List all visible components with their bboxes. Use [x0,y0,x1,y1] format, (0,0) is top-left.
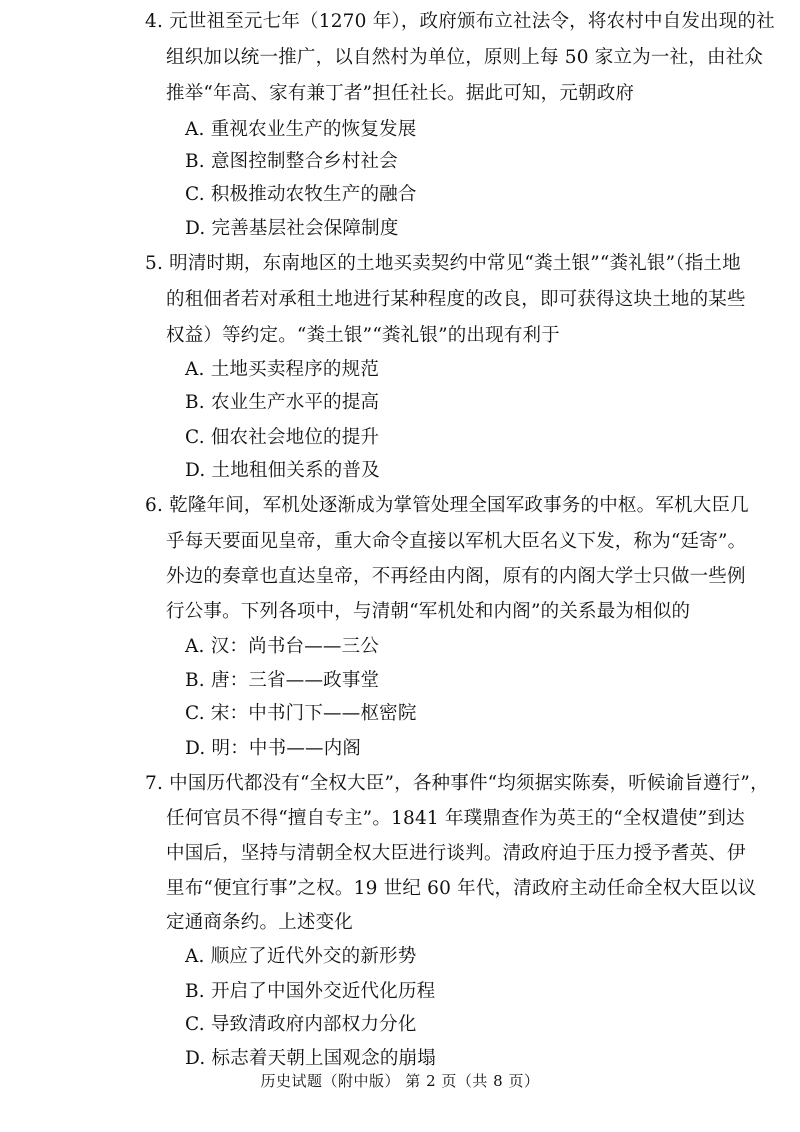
question-7-option-a: A. 顺应了近代外交的新形势 [185,946,417,967]
question-6-option-c: C. 宋：中书门下——枢密院 [185,703,417,724]
question-4-stem-line-1: 4. 元世祖至元七年（1270 年），政府颁布立社法令，将农村中自发出现的社 [145,11,775,32]
question-6-stem-line-1: 6. 乾隆年间，军机处逐渐成为掌管处理全国军政事务的中枢。军机大臣几 [145,495,749,516]
question-4-stem-line-2: 组织加以统一推广，以自然村为单位，原则上每 50 家立为一社，由社众 [166,47,764,68]
question-5-option-d: D. 土地租佃关系的普及 [185,460,380,481]
question-7-stem-line-3: 中国后，坚持与清朝全权大臣进行谈判。清政府迫于压力授予耆英、伊 [166,843,746,864]
question-6-stem-line-4: 行公事。下列各项中，与清朝“军机处和内阁”的关系最为相似的 [166,601,691,622]
question-5-stem-line-2: 的租佃者若对承租土地进行某种程度的改良，即可获得这块土地的某些 [166,289,746,310]
question-7-stem-line-4: 里布“便宜行事”之权。19 世纪 60 年代，清政府主动任命全权大臣以议 [166,878,757,899]
question-7-option-d: D. 标志着天朝上国观念的崩塌 [185,1048,436,1069]
question-6-option-a: A. 汉：尚书台——三公 [185,636,380,657]
question-4-stem-line-3: 推举“年高、家有兼丁者”担任社长。据此可知，元朝政府 [166,83,635,104]
question-6-option-b: B. 唐：三省——政事堂 [185,670,380,691]
question-4-option-a: A. 重视农业生产的恢复发展 [185,119,417,140]
question-7-option-b: B. 开启了中国外交近代化历程 [185,981,436,1002]
question-4-option-b: B. 意图控制整合乡村社会 [185,151,398,172]
question-7-stem-line-2: 任何官员不得“擅自专主”。1841 年璞鼎查作为英王的“全权遣使”到达 [166,808,745,829]
question-6-stem-line-2: 乎每天要面见皇帝，重大命令直接以军机大臣名义下发，称为“廷寄”。 [166,531,747,552]
question-6-option-d: D. 明：中书——内阁 [185,738,362,759]
question-7-option-c: C. 导致清政府内部权力分化 [185,1014,417,1035]
question-4-option-d: D. 完善基层社会保障制度 [185,218,399,239]
page-footer: 历史试题（附中版） 第 2 页（共 8 页） [260,1072,540,1090]
question-6-stem-line-3: 外边的奏章也直达皇帝，不再经由内阁，原有的内阁大学士只做一些例 [166,566,746,587]
question-5-option-c: C. 佃农社会地位的提升 [185,427,380,448]
question-7-stem-line-1: 7. 中国历代都没有“全权大臣”，各种事件“均须据实陈奏，听候谕旨遵行”， [145,773,769,794]
question-7-stem-line-5: 定通商条约。上述变化 [166,912,354,933]
question-5-stem-line-3: 权益）等约定。“粪土银”“粪礼银”的出现有利于 [166,325,560,346]
question-5-stem-line-1: 5. 明清时期，东南地区的土地买卖契约中常见“粪土银”“粪礼银”（指土地 [145,253,741,274]
question-4-option-c: C. 积极推动农牧生产的融合 [185,184,417,205]
question-5-option-b: B. 农业生产水平的提高 [185,392,380,413]
question-5-option-a: A. 土地买卖程序的规范 [185,359,380,380]
